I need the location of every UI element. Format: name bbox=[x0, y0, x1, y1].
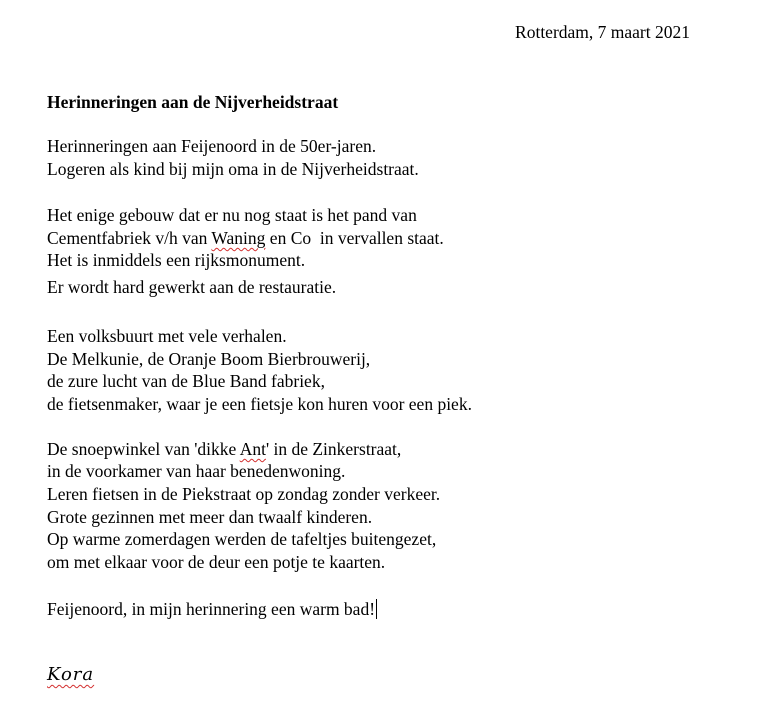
date-line: Rotterdam, 7 maart 2021 bbox=[515, 22, 690, 42]
stanza3-line2: De Melkunie, de Oranje Boom Bierbrouwerij, bbox=[47, 349, 371, 369]
text-cursor bbox=[376, 599, 377, 619]
stanza4-line4: Grote gezinnen met meer dan twaalf kinderen. bbox=[47, 507, 373, 527]
stanza2-line4: Er wordt hard gewerkt aan de restauratie. bbox=[47, 277, 337, 297]
stanza2-line2 bbox=[47, 230, 444, 248]
stanza2-line2-post: en Co in vervallen staat. bbox=[265, 228, 444, 248]
stanza3-line3: de zure lucht van de Blue Band fabriek, bbox=[47, 371, 325, 391]
stanza4-line1 bbox=[47, 441, 401, 459]
stanza3-line1: Een volksbuurt met vele verhalen. bbox=[47, 326, 287, 346]
spellcheck-word-waning[interactable]: Waning bbox=[211, 228, 266, 248]
document-title: Herinneringen aan de Nijverheidstraat bbox=[47, 92, 339, 112]
stanza4-line2: in de voorkamer van haar benedenwoning. bbox=[47, 461, 346, 481]
stanza2-line2-pre: Cementfabriek v/h van bbox=[47, 228, 212, 248]
stanza2-line1: Het enige gebouw dat er nu nog staat is het pand van bbox=[47, 205, 417, 225]
stanza4-line5: Op warme zomerdagen werden de tafeltjes buitengezet, bbox=[47, 529, 437, 549]
stanza4-line6: om met elkaar voor de deur een potje te kaarten. bbox=[47, 552, 386, 572]
stanza1-line2: Logeren als kind bij mijn oma in de Nijverheidstraat. bbox=[47, 159, 419, 179]
signature: Kora bbox=[47, 664, 95, 685]
stanza4-line1-post: ' in de Zinkerstraat, bbox=[265, 439, 402, 459]
closing-text: Feijenoord, in mijn herinnering een warm bad! bbox=[47, 599, 376, 619]
stanza2-line3: Het is inmiddels een rijksmonument. bbox=[47, 250, 306, 270]
closing-line bbox=[47, 599, 377, 619]
stanza4-line1-pre: De snoepwinkel van 'dikke bbox=[47, 439, 240, 459]
stanza4-line3: Leren fietsen in de Piekstraat op zondag zonder verkeer. bbox=[47, 484, 441, 504]
stanza3-line4: de fietsenmaker, waar je een fietsje kon huren voor een piek. bbox=[47, 394, 472, 414]
stanza1-line1: Herinneringen aan Feijenoord in de 50er-jaren. bbox=[47, 136, 377, 156]
spellcheck-word-ant[interactable]: Ant bbox=[239, 439, 266, 459]
